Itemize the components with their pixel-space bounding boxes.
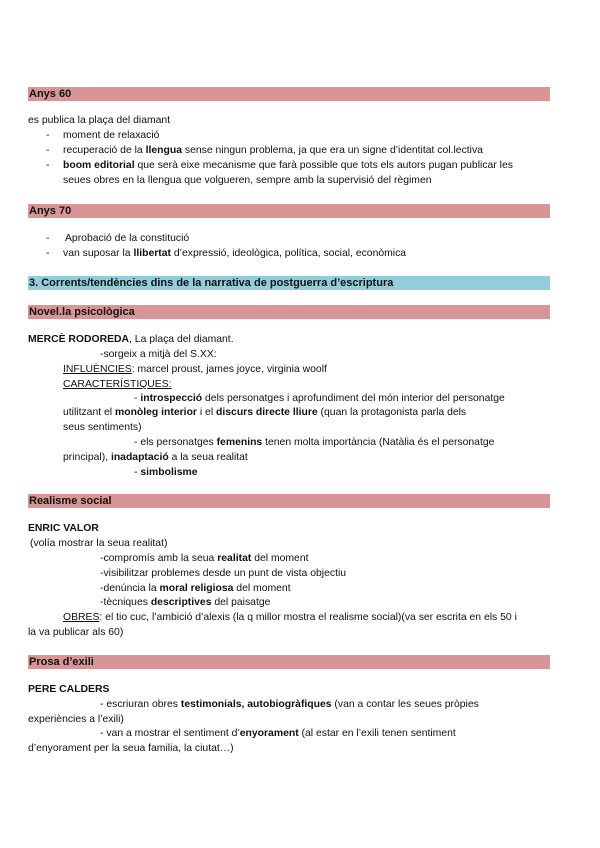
author-line: MERCÈ RODOREDA, La plaça del diamant. (28, 334, 234, 345)
list-item: - boom editorial que serà eixe mecanisme que farà possible que tots els autors pugan publicar les (46, 160, 513, 171)
section-heading-anys-60: Anys 60 (28, 87, 550, 101)
list-item: - simbolisme (134, 467, 198, 478)
list-item: - escriuran obres testimonials, autobiogràfiques (van a contar les seues pròpies (100, 699, 479, 710)
list-item-continuation: d’enyorament per la seua familia, la ciutat…) (28, 743, 234, 754)
influencies-line: INFLUÈNCIES: marcel proust, james joyce, virginia woolf (63, 364, 327, 375)
obres-continuation: la va publicar als 60) (28, 627, 124, 638)
list-item: - Aprobació de la constitució (46, 233, 190, 244)
list-item-continuation: seues obres en la llengua que volgueren, sempre amb la supervisió del règimen (63, 175, 432, 186)
list-item-continuation: seus sentiments) (63, 422, 142, 433)
author-line: ENRIC VALOR (28, 523, 99, 534)
list-item-continuation: principal), inadaptació a la seua realitat (63, 452, 248, 463)
caracteristiques-label: CARACTERÍSTIQUES: (63, 379, 172, 390)
section-heading-prosa-exili: Prosa d’exili (28, 655, 550, 669)
section-heading-corrents: 3. Corrents/tendències dins de la narrativa de postguerra d’escriptura (28, 276, 550, 290)
text-line: -sorgeix a mitjà del S.XX: (100, 349, 217, 360)
section-heading-novel-la-psicologica: Novel.la psicològica (28, 305, 550, 319)
author-line: PERE CALDERS (28, 684, 110, 695)
list-item: - moment de relaxació (46, 130, 160, 141)
list-item: - van a mostrar el sentiment d’enyorament (al estar en l’exili tenen sentiment (100, 728, 456, 739)
anys-60-intro: es publica la plaça del diamant (28, 115, 171, 126)
list-item: -compromís amb la seua realitat del moment (100, 553, 309, 564)
list-item: -visibilitzar problemes desde un punt de vista objectiu (100, 568, 347, 579)
list-item: - van suposar la llibertat d’expressió, ideològica, política, social, econòmica (46, 248, 407, 259)
list-item-continuation: experiències a l’exili) (28, 714, 124, 725)
section-heading-realisme-social: Realisme social (28, 494, 550, 508)
section-heading-anys-70: Anys 70 (28, 204, 550, 218)
list-item: -tècniques descriptives del paisatge (100, 597, 271, 608)
text-line: (volía mostrar la seua realitat) (30, 538, 168, 549)
list-item: - els personatges femenins tenen molta importància (Natàlia és el personatge (134, 437, 495, 448)
obres-line: OBRES: el tio cuc, l’ambició d’alexis (la q millor mostra el realisme social)(va ser escrita en els 50 i (63, 612, 517, 623)
list-item: - introspecció dels personatges i aprofundiment del món interior del personatge (134, 393, 505, 404)
list-item-continuation: utilitzant el monòleg interior i el discurs directe lliure (quan la protagonista parla dels (63, 407, 467, 418)
list-item: - recuperació de la llengua sense ningun problema, ja que era un signe d’identitat col.lectiva (46, 145, 483, 156)
list-item: -denúncia la moral religiosa del moment (100, 583, 291, 594)
